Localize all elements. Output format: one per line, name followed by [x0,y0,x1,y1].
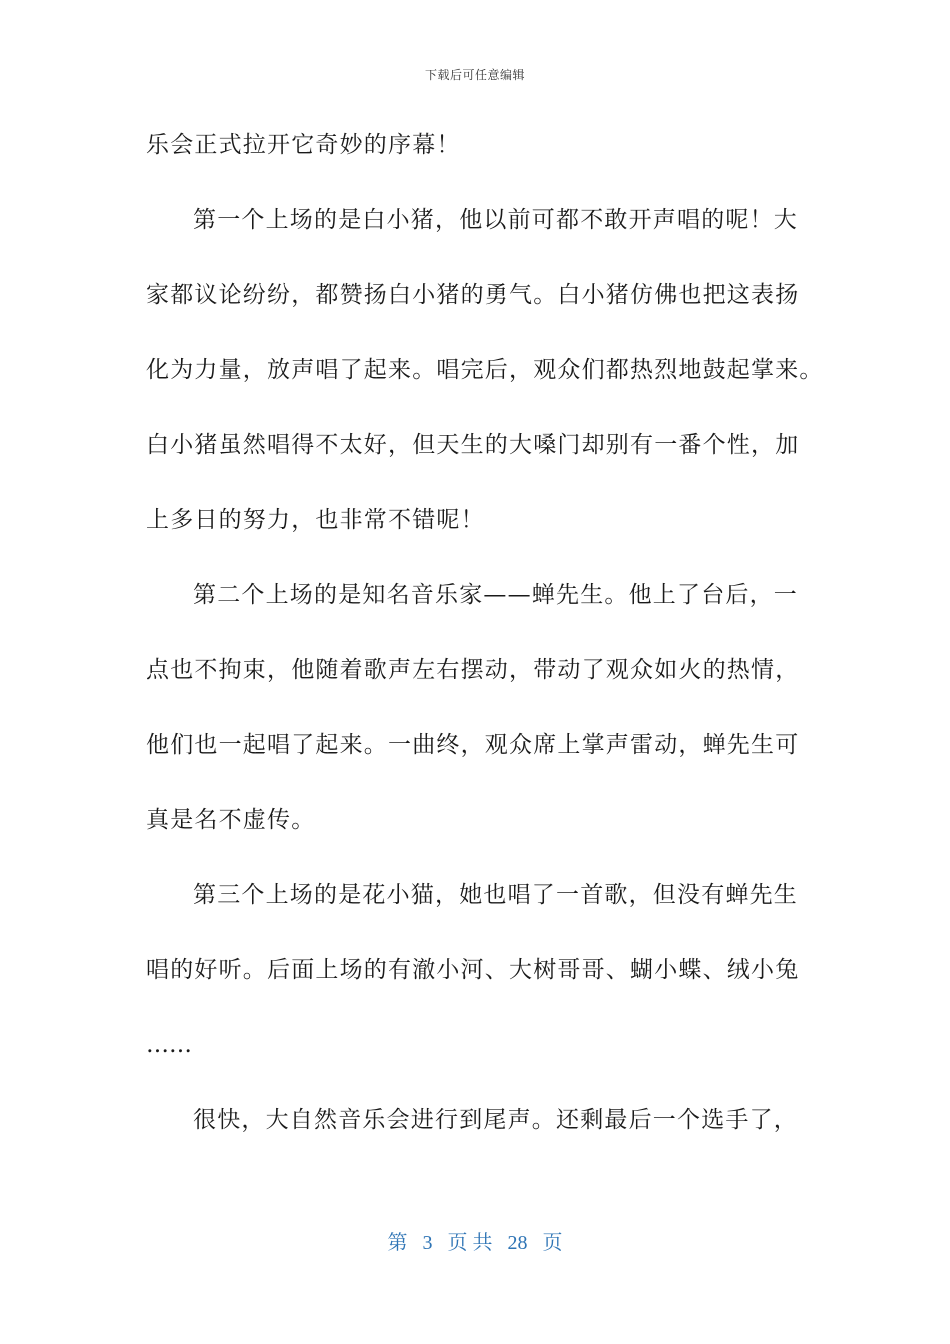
footer-prefix: 第 [387,1232,408,1254]
text-line: 白小猪虽然唱得不太好，但天生的大嗓门却别有一番个性，加 [146,432,800,458]
text-line: 第二个上场的是知名音乐家——蝉先生。他上了台后，一 [193,582,798,608]
text-line: 真是名不虚传。 [146,807,316,833]
current-page-number: 3 [422,1232,433,1254]
text-line: 第一个上场的是白小猪，他以前可都不敢开声唱的呢！大 [193,207,798,233]
text-line: 很快，大自然音乐会进行到尾声。还剩最后一个选手了， [193,1107,798,1133]
text-line: 点也不拘束，他随着歌声左右摆动，带动了观众如火的热情， [146,657,800,683]
footer-middle: 页 共 [447,1232,493,1254]
page-header: 下载后可任意编辑 [424,68,525,82]
text-line: 第三个上场的是花小猫，她也唱了一首歌，但没有蝉先生 [193,882,798,908]
text-line: 化为力量，放声唱了起来。唱完后，观众们都热烈地鼓起掌来。 [146,357,824,383]
footer-suffix: 页 [542,1232,563,1254]
document-body [146,118,824,1168]
total-page-count: 28 [507,1232,528,1254]
text-line: 乐会正式拉开它奇妙的序幕！ [146,132,461,158]
text-line: 唱的好听。后面上场的有澈小河、大树哥哥、蝴小蝶、绒小兔 [146,957,800,983]
text-line: 家都议论纷纷，都赞扬白小猪的勇气。白小猪仿佛也把这表扬 [146,282,800,308]
text-line: 上多日的努力，也非常不错呢！ [146,507,485,533]
text-line: …… [146,1032,192,1058]
text-line: 他们也一起唱了起来。一曲终，观众席上掌声雷动，蝉先生可 [146,732,800,758]
page-number-footer [0,1226,950,1255]
